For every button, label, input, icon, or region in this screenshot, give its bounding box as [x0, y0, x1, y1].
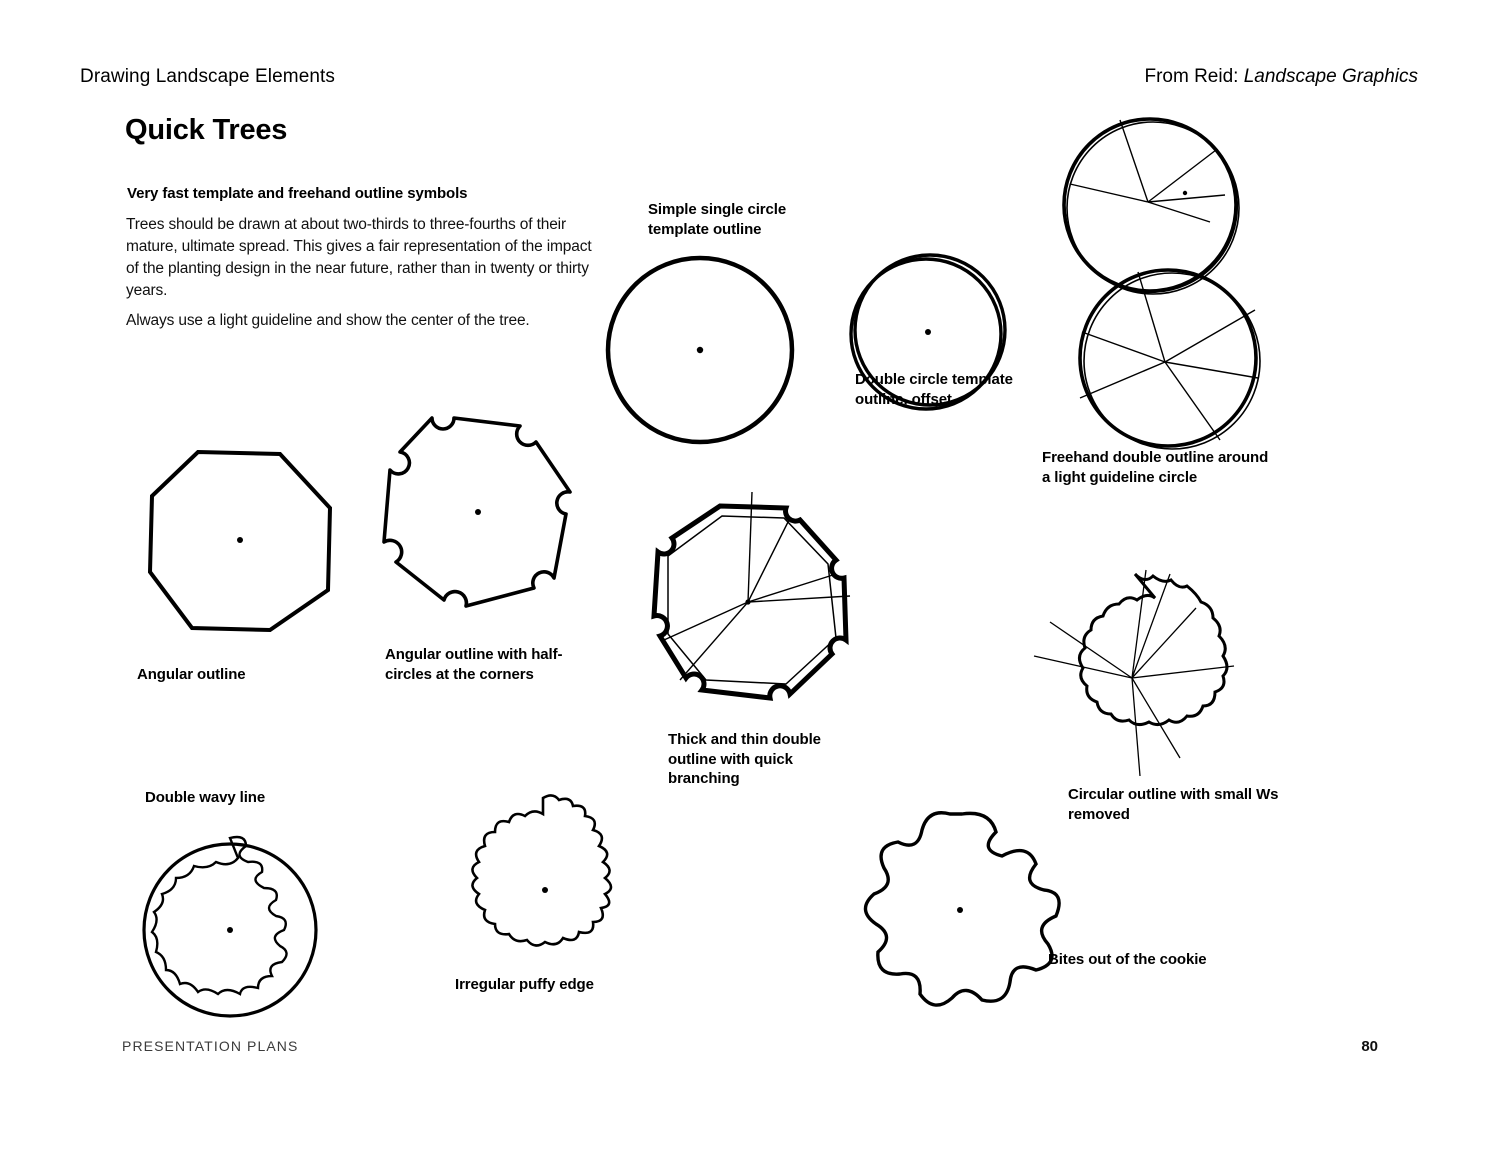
simple-single-circle-diagram — [600, 250, 800, 450]
caption-angular-outline: Angular outline — [137, 666, 246, 683]
angular-half-circles-diagram — [370, 400, 590, 630]
caption-bites-out-of-cookie: Bites out of the cookie — [1048, 951, 1207, 968]
figure-paragraph-1: Trees should be drawn at about two-thirds to three-fourths of their mature, ultimate spread. This gives a fair representation of the impact of the planting design in the near future, rather than in twenty or thirty years. — [126, 216, 592, 299]
header-source-prefix: From Reid: — [1144, 66, 1244, 87]
figure-paragraph-2: Always use a light guideline and show the center of the tree. — [126, 312, 530, 329]
thick-thin-double-outline-diagram — [640, 490, 870, 720]
figure-title: Quick Trees — [125, 114, 288, 146]
caption-double-circle-offset: Double circle template outline, offset — [855, 371, 1013, 408]
figure-subhead: Very fast template and freehand outline symbols — [127, 185, 468, 202]
freehand-double-outline-diagram — [1020, 110, 1320, 450]
angular-outline-diagram — [140, 440, 340, 640]
caption-freehand-double-outline: Freehand double outline around a light guideline circle — [1042, 449, 1269, 486]
figure-footer-label: PRESENTATION PLANS — [122, 1038, 299, 1054]
caption-double-wavy-line: Double wavy line — [145, 789, 266, 806]
double-wavy-line-diagram — [120, 820, 340, 1040]
header-left-title: Drawing Landscape Elements — [80, 66, 336, 87]
page-header — [0, 66, 1496, 96]
caption-thick-thin-double-outline: Thick and thin double outline with quick branching — [668, 731, 821, 787]
header-book-title: Landscape Graphics — [1243, 66, 1418, 87]
caption-circular-ws-removed: Circular outline with small Ws removed — [1068, 786, 1279, 823]
caption-angular-half-circles: Angular outline with half-circles at the corners — [385, 646, 563, 683]
circular-ws-removed-diagram — [1020, 560, 1250, 790]
figure-page-number: 80 — [1361, 1038, 1378, 1055]
figure-sheet — [80, 100, 1420, 1100]
caption-simple-single-circle: Simple single circle template outline — [648, 201, 787, 238]
header-right-source — [1144, 66, 1418, 88]
caption-irregular-puffy-edge: Irregular puffy edge — [455, 976, 594, 993]
bites-out-of-cookie-diagram — [850, 800, 1070, 1020]
irregular-puffy-edge-diagram — [435, 790, 655, 1000]
